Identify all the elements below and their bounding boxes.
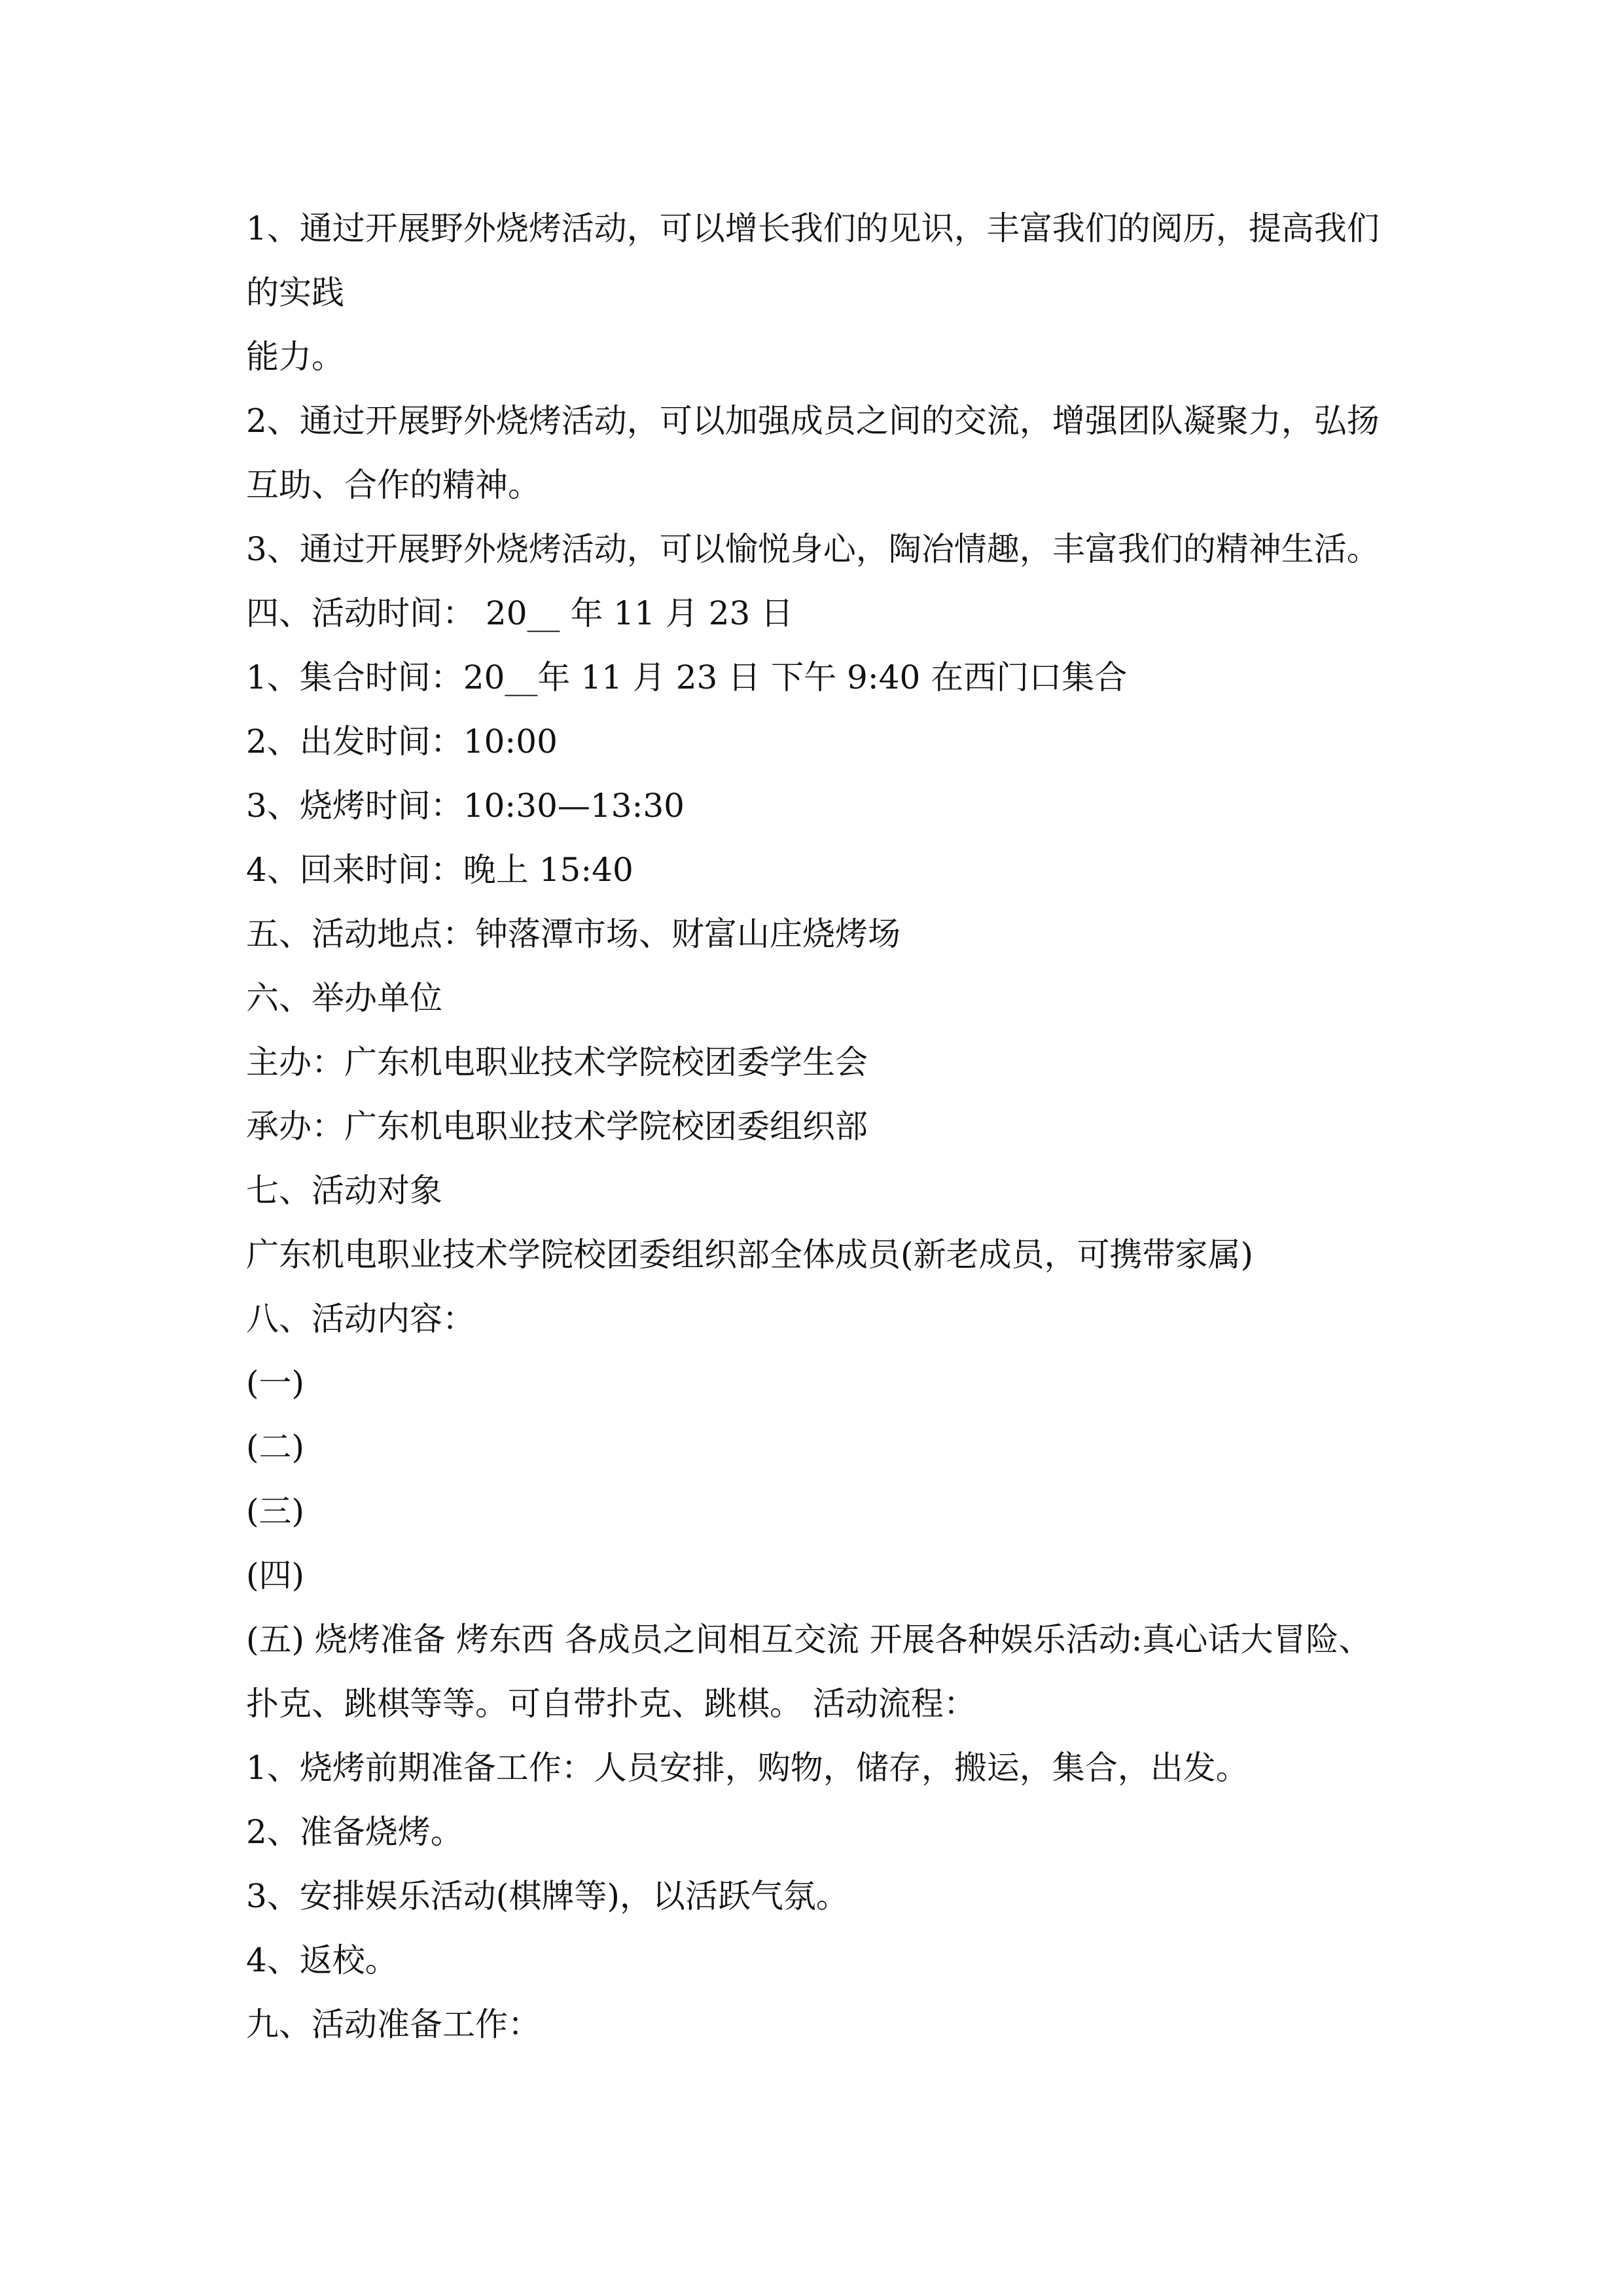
text-line: 4、返校。 — [246, 1941, 398, 1979]
text-line: 2、通过开展野外烧烤活动，可以加强成员之间的交流，增强团队凝聚力，弘扬 — [246, 402, 1380, 440]
text-line: 主办：广东机电职业技术学院校团委学生会 — [246, 1043, 868, 1081]
text-line: (一) — [246, 1364, 305, 1402]
text-line: 互助、合作的精神。 — [246, 466, 541, 504]
text-line: 1、通过开展野外烧烤活动，可以增长我们的见识，丰富我们的阅历，提高我们 — [246, 209, 1380, 247]
document-body — [246, 196, 1411, 2056]
section-heading: 八、活动内容： — [246, 1300, 475, 1338]
text-line: 能力。 — [246, 338, 344, 376]
text-line: (二) — [246, 1428, 305, 1466]
text-line: (五) 烧烤准备 烤东西 各成员之间相互交流 开展各种娱乐活动:真心话大冒险、 — [246, 1621, 1372, 1659]
text-line: 的实践 — [246, 274, 344, 312]
text-line: 4、回来时间：晚上 15:40 — [246, 851, 633, 889]
section-heading: 五、活动地点：钟落潭市场、财富山庄烧烤场 — [246, 915, 901, 953]
text-line: (四) — [246, 1556, 305, 1594]
text-line: 2、出发时间：10:00 — [246, 723, 558, 761]
text-line: 3、烧烤时间：10:30—13:30 — [246, 787, 685, 825]
section-heading: 六、举办单位 — [246, 979, 442, 1017]
text-line: 广东机电职业技术学院校团委组织部全体成员(新老成员，可携带家属) — [246, 1236, 1254, 1274]
text-line: 1、集合时间：20__年 11 月 23 日 下午 9:40 在西门口集合 — [246, 658, 1128, 696]
text-line: 1、烧烤前期准备工作：人员安排，购物，储存，搬运，集合，出发。 — [246, 1749, 1249, 1787]
text-line: 3、通过开展野外烧烤活动，可以愉悦身心，陶冶情趣，丰富我们的精神生活。 — [246, 530, 1380, 568]
section-heading: 四、活动时间： 20__ 年 11 月 23 日 — [246, 594, 794, 632]
section-heading: 九、活动准备工作： — [246, 2005, 541, 2043]
text-line: 3、安排娱乐活动(棋牌等)，以活跃气氛。 — [246, 1877, 849, 1915]
text-line: (三) — [246, 1492, 305, 1530]
text-line: 扑克、跳棋等等。可自带扑克、跳棋。 活动流程： — [246, 1685, 976, 1723]
section-heading: 七、活动对象 — [246, 1172, 442, 1210]
text-line: 2、准备烧烤。 — [246, 1813, 463, 1851]
text-line: 承办：广东机电职业技术学院校团委组织部 — [246, 1107, 868, 1145]
